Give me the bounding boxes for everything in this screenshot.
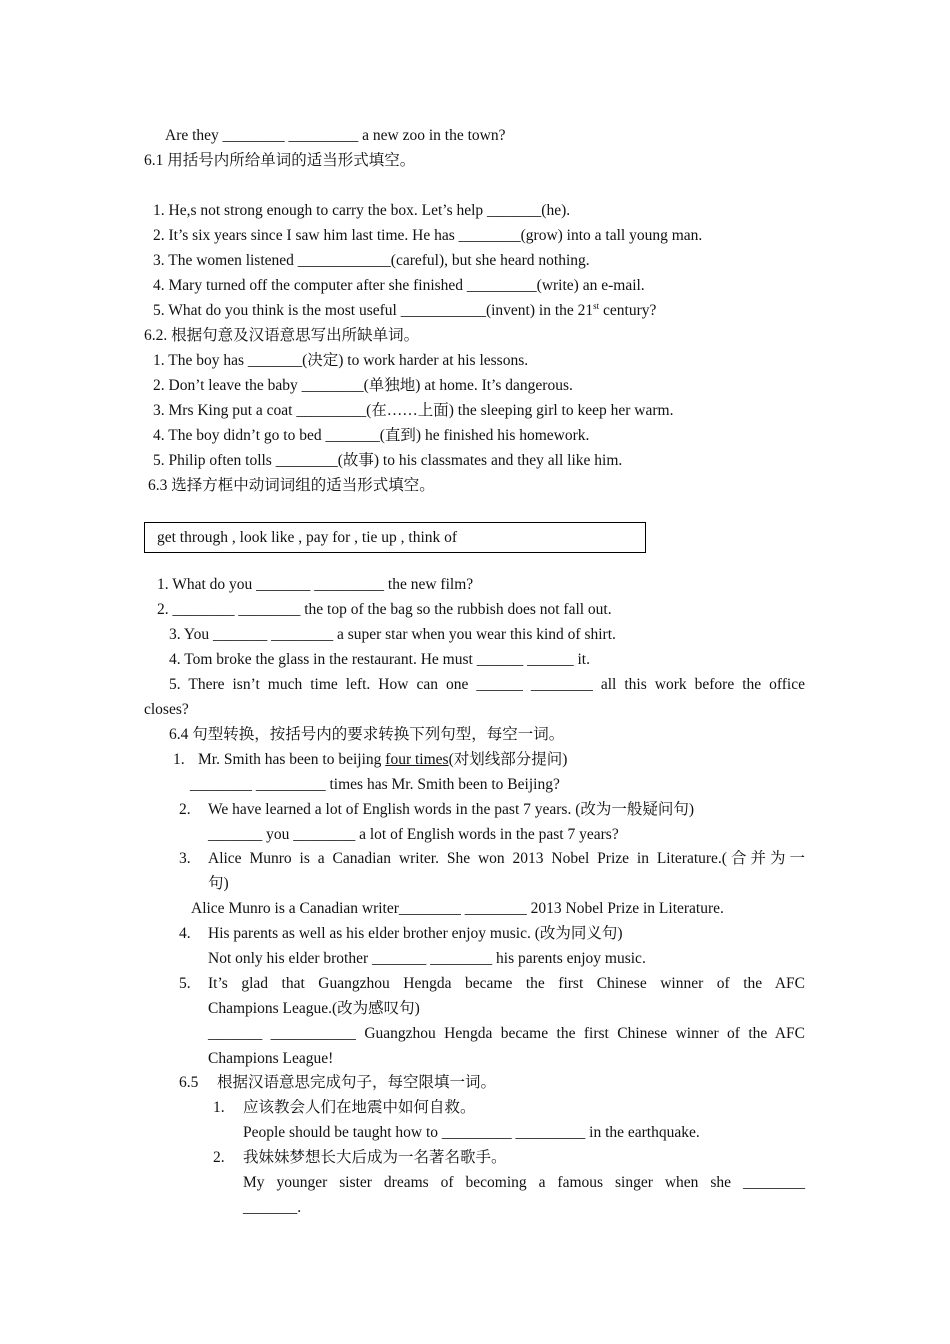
item-number: 2.	[179, 801, 191, 818]
exercise-item-continued: closes?	[144, 701, 189, 718]
section-6-5-heading: 根据汉语意思完成句子，每空限填一词。	[217, 1074, 497, 1091]
answer-line: My younger sister dreams of becoming a famous singer when she ________	[243, 1174, 805, 1191]
section-6-3-heading: 6.3 选择方框中动词词组的适当形式填空。	[148, 477, 435, 494]
chinese-prompt: 应该教会人们在地震中如何自救。	[243, 1099, 476, 1116]
exercise-item: 1. What do you _______ _________ the new film?	[157, 576, 474, 593]
top-line: Are they ________ _________ a new zoo in the town?	[165, 127, 506, 144]
exercise-item: It’s glad that Guangzhou Hengda became the first Chinese winner of the AFC	[208, 975, 805, 992]
exercise-item: We have learned a lot of English words in the past 7 years. (改为一般疑问句)	[208, 801, 695, 818]
item-number: 4.	[179, 925, 191, 942]
exercise-item: 4. Tom broke the glass in the restaurant. He must ______ ______ it.	[169, 651, 590, 668]
exercise-item: 4. The boy didn’t go to bed _______(直到) he finished his homework.	[153, 427, 590, 444]
item-number: 2.	[213, 1149, 225, 1166]
exercise-item: His parents as well as his elder brother enjoy music. (改为同义句)	[208, 925, 623, 942]
superscript-st: st	[593, 301, 600, 311]
answer-line: _______ ___________ Guangzhou Hengda became the first Chinese winner of the AFC	[208, 1025, 805, 1042]
exercise-item: 2. Don’t leave the baby ________(单独地) at home. It’s dangerous.	[153, 377, 573, 394]
exercise-item: 4. Mary turned off the computer after she finished _________(write) an e-mail.	[153, 277, 645, 294]
answer-line: Alice Munro is a Canadian writer________ ________ 2013 Nobel Prize in Literature.	[191, 900, 724, 917]
item-number: 1.	[173, 751, 185, 768]
answer-line: ________ _________ times has Mr. Smith been to Beijing?	[190, 776, 560, 793]
exercise-item-continued: Champions League.(改为感叹句)	[208, 1000, 420, 1017]
item-number: 3.	[179, 850, 191, 867]
exercise-item: Mr. Smith has been to beijing four times(对划线部分提问)	[198, 751, 568, 768]
item-number: 1.	[213, 1099, 225, 1116]
item-number: 5.	[179, 975, 191, 992]
exercise-item: 3. The women listened ____________(careful), but she heard nothing.	[153, 252, 590, 269]
phrase-box	[144, 522, 646, 553]
exercise-item: 5. There isn’t much time left. How can one ______ ________ all this work before the office	[169, 676, 805, 693]
underlined-phrase: four times	[385, 751, 449, 768]
exercise-item: 5. What do you think is the most useful ___________(invent) in the 21st century?	[153, 301, 657, 319]
exercise-item-continued: 句)	[208, 875, 229, 892]
exercise-item: Alice Munro is a Canadian writer. She won 2013 Nobel Prize in Literature.(合并为一	[208, 850, 805, 867]
exercise-item: 3. You _______ ________ a super star when you wear this kind of shirt.	[169, 626, 616, 643]
answer-line: Not only his elder brother _______ ________ his parents enjoy music.	[208, 950, 646, 967]
section-6-2-heading: 6.2. 根据句意及汉语意思写出所缺单词。	[144, 327, 420, 344]
section-6-4-heading: 6.4 句型转换，按括号内的要求转换下列句型，每空一词。	[169, 726, 565, 743]
phrase-box-text: get through , look like , pay for , tie up , think of	[157, 529, 458, 546]
exercise-item: 2. ________ ________ the top of the bag so the rubbish does not fall out.	[157, 601, 612, 618]
exercise-item: 5. Philip often tolls ________(故事) to his classmates and they all like him.	[153, 452, 623, 469]
section-6-5-number: 6.5	[179, 1074, 199, 1091]
exercise-item: 1. The boy has _______(决定) to work harder at his lessons.	[153, 352, 529, 369]
exercise-item: 3. Mrs King put a coat _________(在……上面) the sleeping girl to keep her warm.	[153, 402, 674, 419]
answer-line: People should be taught how to _________ _________ in the earthquake.	[243, 1124, 700, 1141]
section-6-1-heading: 6.1 用括号内所给单词的适当形式填空。	[144, 152, 416, 169]
answer-line-continued: _______.	[243, 1199, 302, 1216]
exercise-item: 1. He,s not strong enough to carry the box. Let’s help _______(he).	[153, 202, 571, 219]
chinese-prompt: 我妹妹梦想长大后成为一名著名歌手。	[243, 1149, 507, 1166]
exercise-item: 2. It’s six years since I saw him last time. He has ________(grow) into a tall young man.	[153, 227, 703, 244]
answer-line: _______ you ________ a lot of English words in the past 7 years?	[208, 826, 619, 843]
answer-line-continued: Champions League!	[208, 1050, 334, 1067]
